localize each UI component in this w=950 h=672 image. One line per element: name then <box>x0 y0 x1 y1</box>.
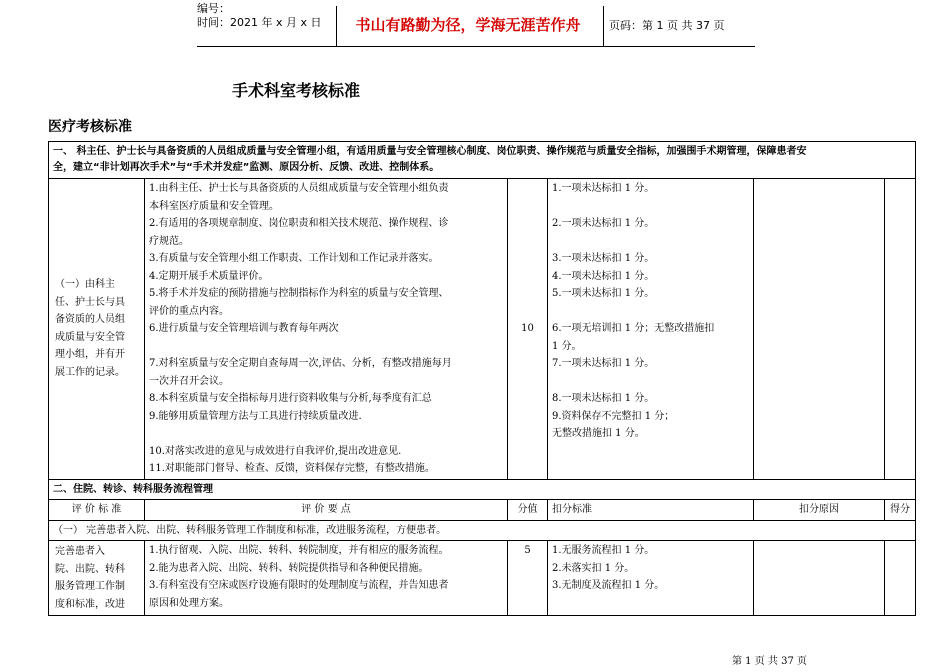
time-label: 时间：2021 年 x 月 x 日 <box>197 16 322 29</box>
text-line: 备资质的人员组 <box>55 314 125 326</box>
blank-line <box>552 303 749 321</box>
section1-header-row <box>49 142 916 179</box>
section1-title: 一、 科主任、护士长与具备资质的人员组成质量与安全管理小组，有适用质量与安全管理核心制度、岗位职责、操作规范与质量安全指标，加强围手术期管理，保障患者安 全，建立“非计划再次手术”与“手术并发症”监测、原因分析、反馈、改进、控制体系。 <box>49 142 916 179</box>
text-line: 5.一项未达标扣 1 分。 <box>552 288 655 299</box>
text-line: 9.能够用质量管理方法与工具进行持续质量改进. <box>149 410 362 422</box>
text-line: 完善患者入 <box>55 546 105 557</box>
section2-title: 二、住院、转诊、转科服务流程管理 <box>49 479 916 500</box>
text-line: 院、出院、转科 <box>55 563 125 575</box>
text-line: 6.进行质量与安全管理培训与教育每年两次 <box>149 323 339 334</box>
text-line: 理小组，并有开 <box>55 349 125 361</box>
text-line: 1.一项未达标扣 1 分。 <box>552 183 655 194</box>
text-line: 1.执行留观、入院、出院、转科、转院制度，并有相应的服务流程。 <box>149 545 449 556</box>
text-line: 一次并召开会议。 <box>149 375 229 387</box>
header-meta <box>197 2 335 46</box>
text-line: 疗规范。 <box>149 235 189 247</box>
score-cell: 10 <box>508 179 548 480</box>
text-line: 2.能为患者入院、出院、转科、转院提供指导和各种便民措施。 <box>149 562 429 574</box>
blank-line <box>149 338 503 356</box>
section2-header-row <box>49 479 916 500</box>
reason-cell <box>754 541 885 616</box>
text-line: 11.对职能部门督导、检查、反馈，资料保存完整，有整改措施。 <box>149 463 435 474</box>
text-line: 6.一项无培训扣 1 分；无整改措施扣 <box>552 323 715 334</box>
text-line: 9.资料保存不完整扣 1 分； <box>552 410 675 422</box>
text-line: 服务管理工作制 <box>55 581 125 592</box>
text-line: 原因和处理方案。 <box>149 597 229 609</box>
document-title: 手术科室考核标准 <box>232 81 361 100</box>
text-line: 无整改措施扣 1 分。 <box>552 428 645 439</box>
text-line: 任、护士长与具 <box>55 296 125 308</box>
header-page-info: 页码：第 1 页 共 37 页 <box>609 19 725 32</box>
header-content: 评 价 要 点 <box>145 500 508 521</box>
header-reason: 扣分原因 <box>754 500 885 521</box>
text-line: 2.有适用的各项规章制度、岗位职责和相关技术规范、操作规程、诊 <box>149 218 449 229</box>
header-motto: 书山有路勤为径，学海无涯苦作舟 <box>355 16 581 34</box>
text-line: 成质量与安全管 <box>55 331 125 343</box>
table-row <box>49 541 916 616</box>
reason-cell <box>754 179 885 480</box>
text-line: 2.一项未达标扣 1 分。 <box>552 218 655 229</box>
text-line: 展工作的记录。 <box>55 366 125 378</box>
deduction-cell <box>548 541 754 616</box>
text-line: 4.定期开展手术质量评价。 <box>149 270 269 282</box>
text-line: 3.有科室没有空床或医疗设施有限时的处理制度与流程，并告知患者 <box>149 580 449 591</box>
score-cell: 5 <box>508 541 548 616</box>
deduction-cell <box>548 179 754 480</box>
text-line: 8.一项未达标扣 1 分。 <box>552 393 655 404</box>
blank-line <box>149 425 503 443</box>
header-score: 分值 <box>508 500 548 521</box>
assessment-table <box>48 141 915 616</box>
text-line: 3.一项未达标扣 1 分。 <box>552 253 655 264</box>
item-cell <box>49 541 145 616</box>
text-line: 8.本科室质量与安全指标每月进行资料收集与分析,每季度有汇总 <box>149 393 432 404</box>
blank-line <box>552 233 749 251</box>
text-line: 3.有质量与安全管理小组工作职责、工作计划和工作记录并落实。 <box>149 253 439 264</box>
page-footer: 第 1 页 共 37 页 <box>732 656 807 667</box>
content-cell <box>145 179 508 480</box>
text-line: 度和标准，改进 <box>55 598 125 610</box>
page-header <box>197 2 755 47</box>
table-row <box>49 179 916 480</box>
header-item: 评 价 标 准 <box>49 500 145 521</box>
header-deduction: 扣分标准 <box>548 500 754 521</box>
result-cell <box>885 541 916 616</box>
header-result: 得分 <box>885 500 916 521</box>
text-line: （一）由科主 <box>55 279 115 291</box>
text-line: 4.一项未达标扣 1 分。 <box>552 270 655 282</box>
item-cell <box>49 179 145 480</box>
header-divider <box>603 6 604 46</box>
content-cell <box>145 541 508 616</box>
text-line: 5.将手术并发症的预防措施与控制指标作为科室的质量与安全管理、 <box>149 288 449 299</box>
text-line: 评价的重点内容。 <box>149 305 229 317</box>
text-line: 1.无服务流程扣 1 分。 <box>552 545 655 556</box>
text-line: 本科室医疗质量和安全管理。 <box>149 200 279 212</box>
subsection-title: （一） 完善患者入院、出院、转科服务管理工作制度和标准，改进服务流程，方便患者。 <box>49 520 916 541</box>
subsection-row <box>49 520 916 541</box>
column-header-row <box>49 500 916 521</box>
text-line: 7.对科室质量与安全定期自查每周一次,评估、分析，有整改措施每月 <box>149 358 452 369</box>
number-label: 编号： <box>197 2 230 15</box>
text-line: 1 分。 <box>552 340 582 352</box>
blank-line <box>552 198 749 216</box>
blank-line <box>552 373 749 391</box>
text-line: 7.一项未达标扣 1 分。 <box>552 358 655 369</box>
text-line: 10.对落实改进的意见与成效进行自我评价,提出改进意见. <box>149 445 402 457</box>
result-cell <box>885 179 916 480</box>
text-line: 1.由科主任、护士长与具备资质的人员组成质量与安全管理小组负责 <box>149 183 449 194</box>
text-line: 3.无制度及流程扣 1 分。 <box>552 580 665 591</box>
text-line: 2.未落实扣 1 分。 <box>552 562 635 574</box>
section-title: 医疗考核标准 <box>48 119 132 135</box>
